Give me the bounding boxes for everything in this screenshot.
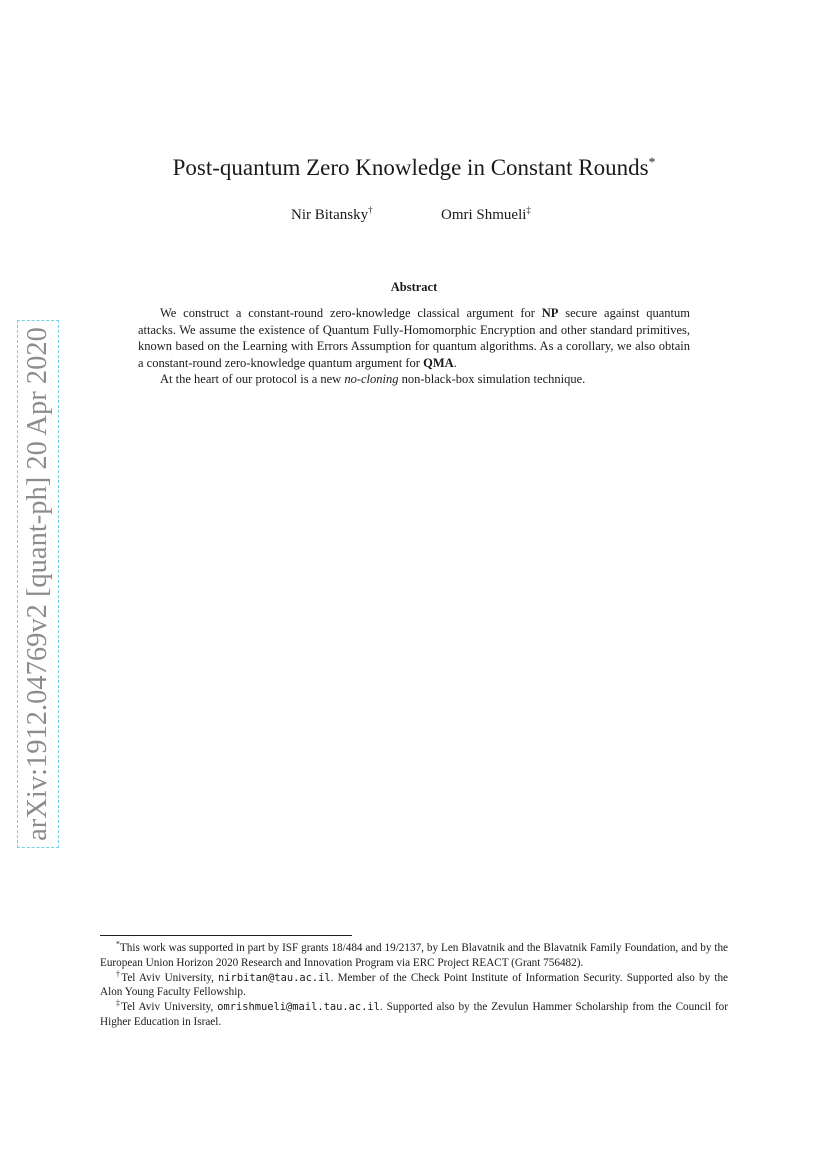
author-list <box>0 205 828 229</box>
footnote-3-text-b: . Supported also by the Zevulun Hammer Scholarship from the Council for Higher Education in Israel. <box>100 1001 728 1028</box>
footnote-1-text: This work was supported in part by ISF grants 18/484 and 19/2137, by Len Blavatnik and the Blavatnik Family Foundation, and by the European Union Horizon 2020 Research and Innovation Program via ERC Project REACT (Grant 756482). <box>100 942 728 969</box>
footnote-3 <box>100 1000 728 1030</box>
footnotes <box>100 941 728 1030</box>
footnote-2-email: nirbitan@tau.ac.il <box>218 971 331 984</box>
abstract-p1-text-c: secure against quantum attacks. We assume the existence of Quantum Fully-Homomorphic Encryption and other standard primitives, known based on the Learning with Errors Assumption for quantum algorithms. As a corollary, we also obtain a constant-round zero-knowledge quantum argument for <box>138 306 691 370</box>
abstract-body <box>138 305 690 388</box>
author-2 <box>441 205 531 225</box>
author-1-name: Nir Bitansky <box>291 207 369 223</box>
footnote-2 <box>100 968 729 1001</box>
title-footnote-mark: * <box>648 154 656 170</box>
footnote-2-text-a: Tel Aviv University, <box>121 971 219 984</box>
footnote-1 <box>100 941 728 971</box>
abstract-p1-text-a: We construct a constant-round zero-knowledge classical argument for <box>160 306 542 320</box>
author-2-mark: ‡ <box>526 205 531 215</box>
footnote-3-mark: ‡ <box>116 998 122 1008</box>
abstract-paragraph-1 <box>138 305 690 371</box>
abstract-heading: Abstract <box>390 280 438 294</box>
footnote-2-mark: † <box>116 968 122 978</box>
abstract-qma-term: QMA <box>423 355 454 370</box>
abstract-p2-text-a: At the heart of our protocol is a new <box>160 372 345 386</box>
abstract-no-cloning-term: no-cloning <box>344 372 399 386</box>
footnote-1-mark: * <box>116 939 120 949</box>
footnote-divider <box>100 935 352 936</box>
abstract-p2-text-c: non-black-box simulation technique. <box>398 372 586 386</box>
arxiv-identifier-stamp <box>17 320 59 848</box>
arxiv-identifier-text: arXiv:1912.04769v2 [quant-ph] 20 Apr 2020 <box>22 327 53 841</box>
author-2-name: Omri Shmueli <box>441 207 527 223</box>
footnote-3-text-a: Tel Aviv University, <box>121 1001 218 1014</box>
author-1-mark: † <box>368 205 373 215</box>
author-1 <box>291 205 373 225</box>
abstract-np-term: NP <box>541 306 559 320</box>
abstract-paragraph-2 <box>138 371 690 388</box>
paper-title <box>0 153 828 183</box>
abstract-p1-text-e: . <box>453 355 457 370</box>
paper-title-text: Post-quantum Zero Knowledge in Constant Rounds <box>172 155 649 180</box>
footnote-2-text-b: . Member of the Check Point Institute of Information Security. Supported also by the Alon Young Faculty Fellowship. <box>100 971 729 999</box>
footnote-3-email: omrishmueli@mail.tau.ac.il <box>217 1001 380 1014</box>
